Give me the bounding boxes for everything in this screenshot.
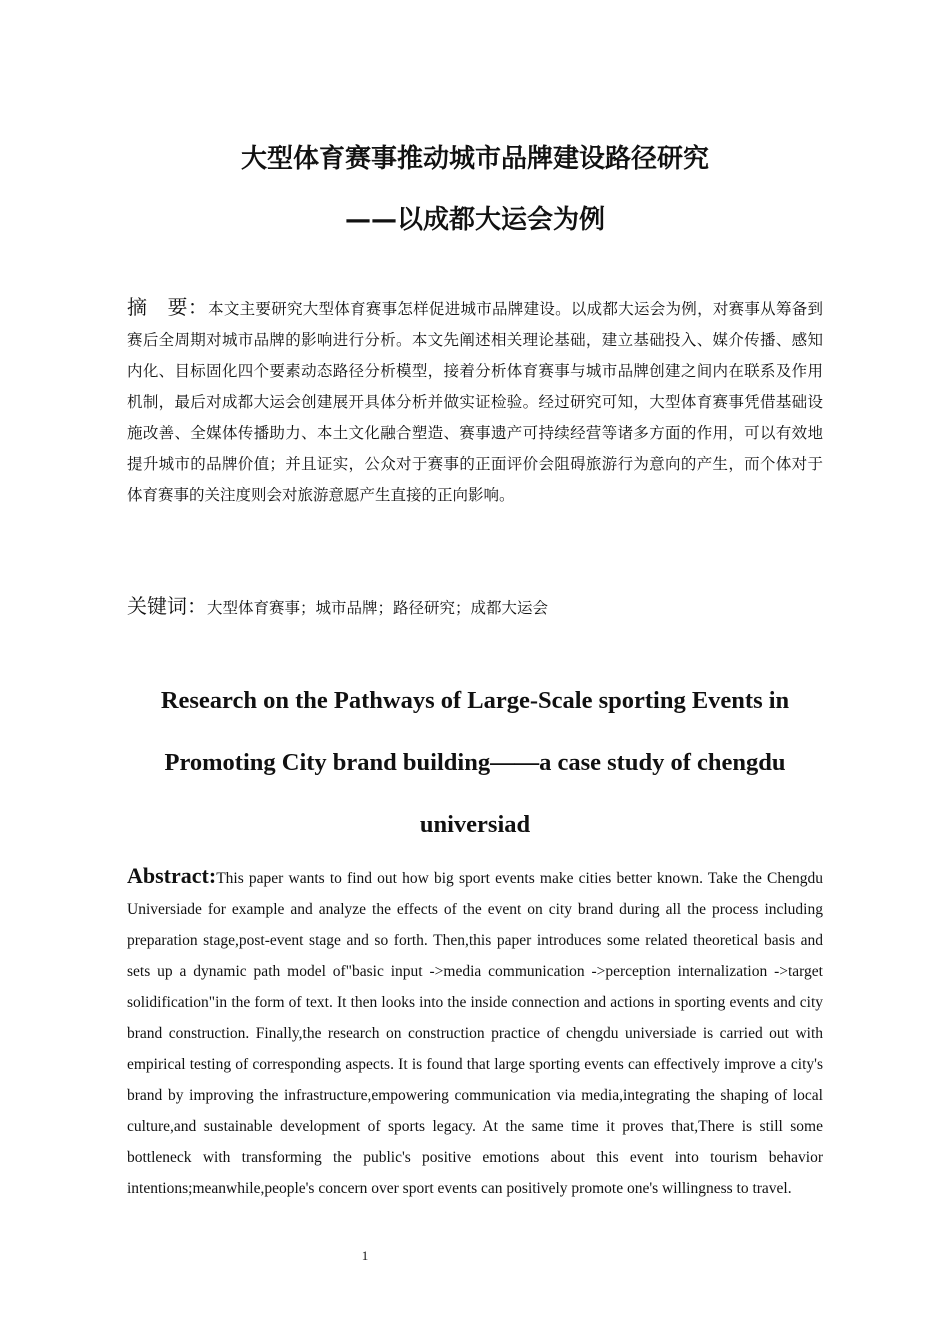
english-abstract-text: This paper wants to find out how big sport events make cities better known. Take the Chengdu Universiade for example and analyze the effects of the event on city brand during all the process including preparation stage,post-event stage and so forth. Then,this paper introduces some related theoretical basis and sets up a dynamic path model of"basic input ->media communication ->perception internalization ->target solidification"in the form of text. It then looks into the inside connection and actions in sporting events and city brand construction. Finally,the research on construction practice of chengdu universiade is carried out with empirical testing of corresponding aspects. It is found that large sporting events can effectively improve a city's brand by improving the infrastructure,empowering communication via media,integrating the shaping of local culture,and sustainable development of sports legacy. At the same time it proves that,There is still some bottleneck with transforming the public's positive emotions about this event into tourism behavior intentions;meanwhile,people's concern over sport events can positively promote one's willingness to travel. xyxy=(127,870,823,1197)
chinese-title-line1: 大型体育赛事推动城市品牌建设路径研究 xyxy=(240,144,709,174)
chinese-abstract xyxy=(127,292,823,511)
chinese-abstract-label: 摘 要： xyxy=(127,295,209,319)
english-title: Research on the Pathways of Large-Scale sporting Events in Promoting City brand building——a case study of chengdu universiad xyxy=(160,687,790,838)
chinese-abstract-text: 本文主要研究大型体育赛事怎样促进城市品牌建设。以成都大运会为例，对赛事从筹备到赛后全周期对城市品牌的影响进行分析。本文先阐述相关理论基础，建立基础投入、媒介传播、感知内化、目标固化四个要素动态路径分析模型，接着分析体育赛事与城市品牌创建之间内在联系及作用机制，最后对成都大运会创建展开具体分析并做实证检验。经过研究可知，大型体育赛事凭借基础设施改善、全媒体传播助力、本土文化融合塑造、赛事遗产可持续经营等诸多方面的作用，可以有效地提升城市的品牌价值；并且证实，公众对于赛事的正面评价会阻碍旅游行为意向的产生，而个体对于体育赛事的关注度则会对旅游意愿产生直接的正向影响。 xyxy=(127,300,823,504)
english-abstract-label: Abstract: xyxy=(127,863,217,888)
chinese-keywords xyxy=(127,592,823,622)
chinese-keywords-label: 关键词： xyxy=(127,594,207,618)
page-number: 1 xyxy=(361,1248,369,1263)
chinese-keywords-text: 大型体育赛事；城市品牌；路径研究；成都大运会 xyxy=(207,599,549,617)
english-abstract xyxy=(127,860,823,1204)
chinese-title-line2: ——以成都大运会为例 xyxy=(344,205,605,235)
